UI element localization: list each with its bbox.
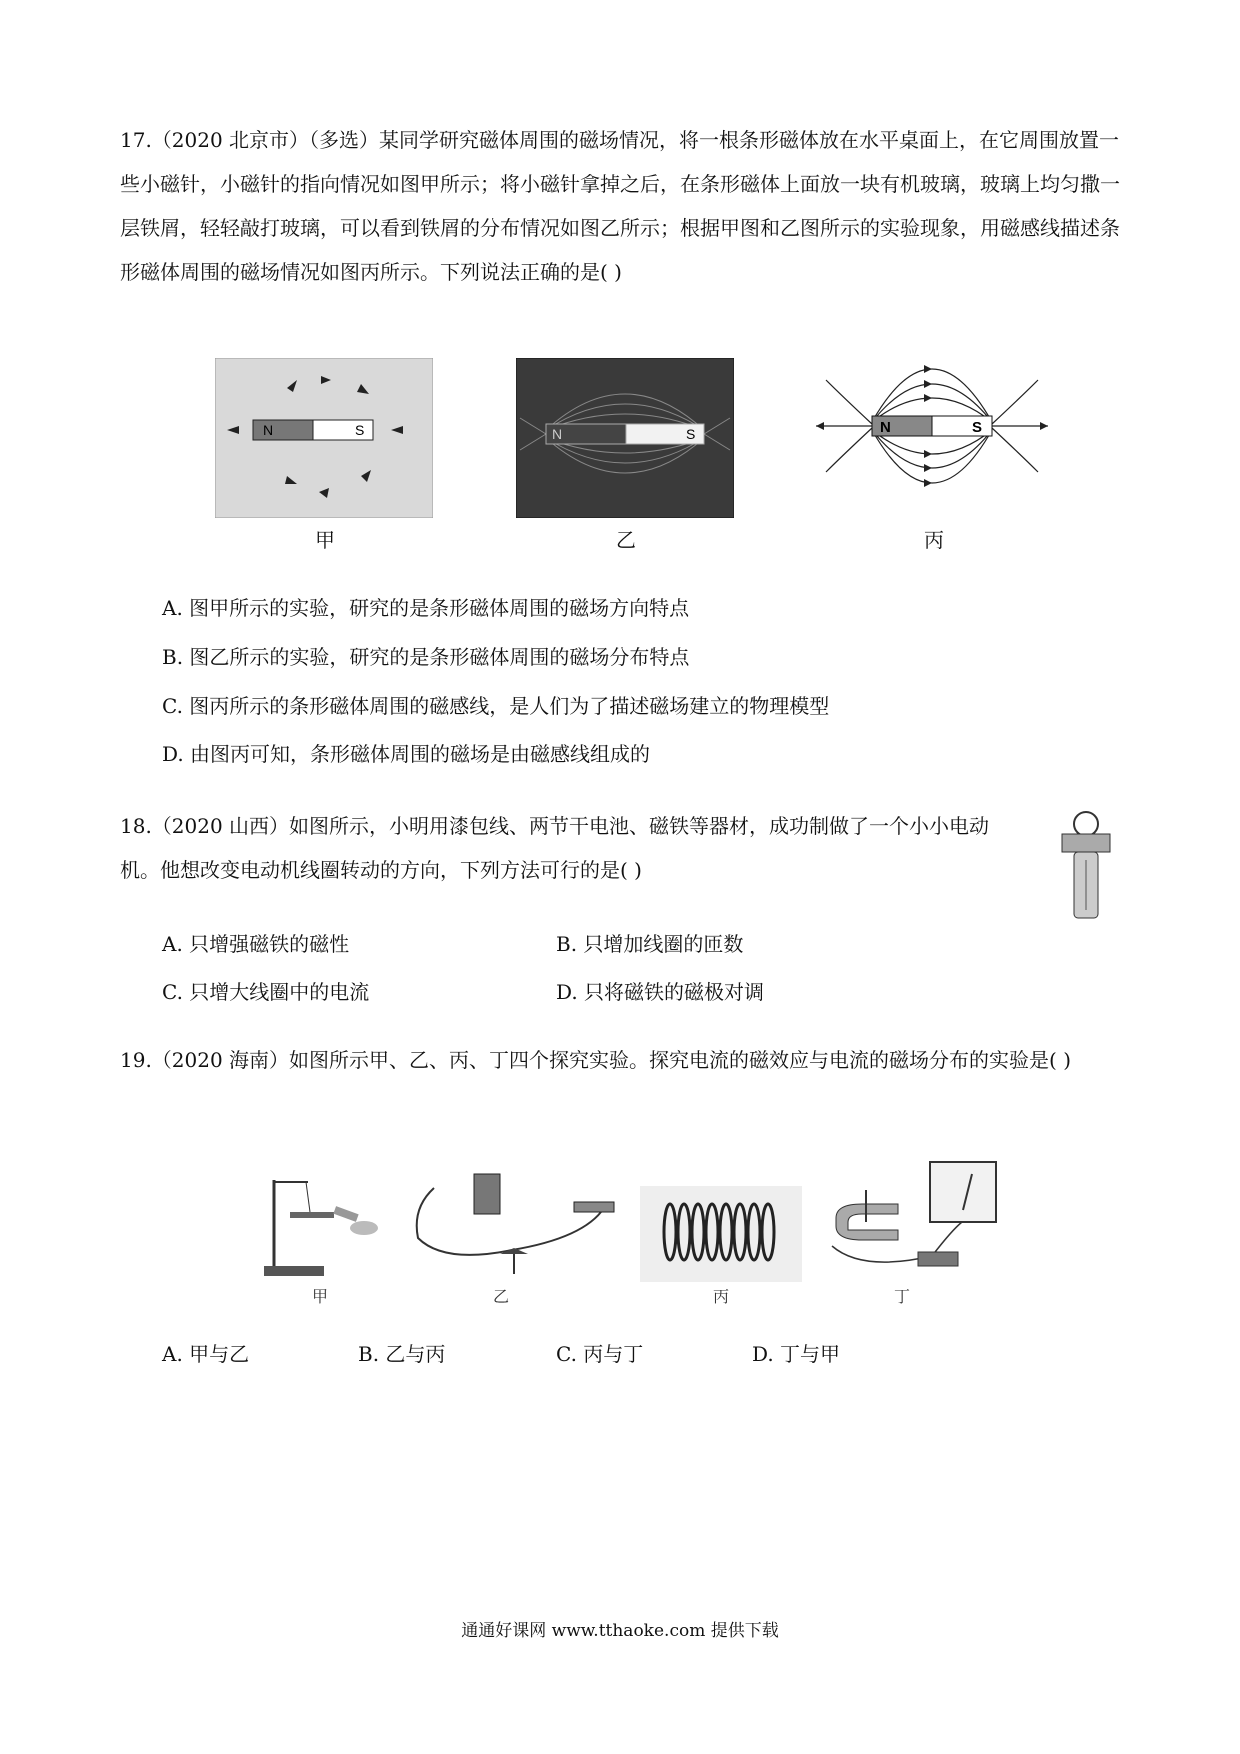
figure-17-yi — [516, 358, 734, 518]
magnet-n-label: N — [552, 426, 563, 442]
q17-option-a[interactable]: A. 图甲所示的实验，研究的是条形磁体周围的磁场方向特点 — [162, 596, 690, 620]
q19-option-d[interactable]: D. 丁与甲 — [752, 1342, 841, 1366]
figure-19-yi — [404, 1168, 620, 1280]
magnet-s-label: S — [972, 419, 983, 436]
coil — [1074, 812, 1098, 836]
q18-option-c[interactable]: C. 只增大线圈中的电流 — [162, 980, 370, 1004]
q17-option-d[interactable]: D. 由图丙可知，条形磁体周围的磁场是由磁感线组成的 — [162, 742, 651, 766]
caption-17-jia: 甲 — [315, 528, 335, 552]
figure-17-jia — [215, 358, 433, 518]
caption-19-bing: 丙 — [712, 1287, 729, 1306]
q18-option-b[interactable]: B. 只增加线圈的匝数 — [556, 932, 744, 956]
caption-17-yi: 乙 — [616, 528, 636, 552]
magnet-n-label: N — [880, 419, 891, 436]
figure-19-ding — [822, 1160, 1010, 1282]
q17-option-b[interactable]: B. 图乙所示的实验，研究的是条形磁体周围的磁场分布特点 — [162, 645, 690, 669]
caption-17-bing: 丙 — [924, 528, 944, 552]
question-18-stem: 18.（2020 山西）如图所示，小明用漆包线、两节干电池、磁铁等器材，成功制做了一个小小电动机。他想改变电动机线圈转动的方向，下列方法可行的是( ) — [120, 814, 990, 882]
question-19-stem: 19.（2020 海南）如图所示甲、乙、丙、丁四个探究实验。探究电流的磁效应与电流的磁场分布的实验是( ) — [120, 1048, 1072, 1072]
page-footer: 通通好课网 www.tthaoke.com 提供下载 — [461, 1621, 779, 1641]
q19-option-b[interactable]: B. 乙与丙 — [358, 1342, 446, 1366]
figure-18-motor — [1052, 804, 1120, 924]
question-17-stem: 17.（2020 北京市）（多选）某同学研究磁体周围的磁场情况，将一根条形磁体放在水平桌面上，在它周围放置一些小磁针，小磁针的指向情况如图甲所示；将小磁针拿掉之后，在条形磁体上面放一块有机玻璃，玻璃上均匀撒一层铁屑，轻轻敲打玻璃，可以看到铁屑的分布情况如图乙所示；根据甲图和乙图所示的实验现象，用磁感线描述条形磁体周围的磁场情况如图丙所示。下列说法正确的是( ) — [120, 128, 1120, 284]
q18-option-d[interactable]: D. 只将磁铁的磁极对调 — [556, 980, 765, 1004]
magnet-n-label: N — [263, 422, 274, 438]
q18-option-a[interactable]: A. 只增强磁铁的磁性 — [162, 932, 350, 956]
q19-option-c[interactable]: C. 丙与丁 — [556, 1342, 644, 1366]
magnet — [1062, 834, 1110, 852]
magnet-n-half — [253, 420, 313, 440]
caption-19-yi: 乙 — [492, 1287, 509, 1306]
figure-19-bing — [640, 1186, 802, 1282]
q19-option-a[interactable]: A. 甲与乙 — [162, 1342, 250, 1366]
caption-19-jia: 甲 — [311, 1287, 328, 1306]
figure-19-jia — [260, 1170, 390, 1280]
caption-19-ding: 丁 — [893, 1287, 910, 1306]
figure-17-bing — [812, 336, 1052, 516]
q17-option-c[interactable]: C. 图丙所示的条形磁体周围的磁感线，是人们为了描述磁场建立的物理模型 — [162, 694, 830, 718]
magnet-s-label: S — [355, 422, 365, 438]
magnet-s-label: S — [686, 426, 696, 442]
